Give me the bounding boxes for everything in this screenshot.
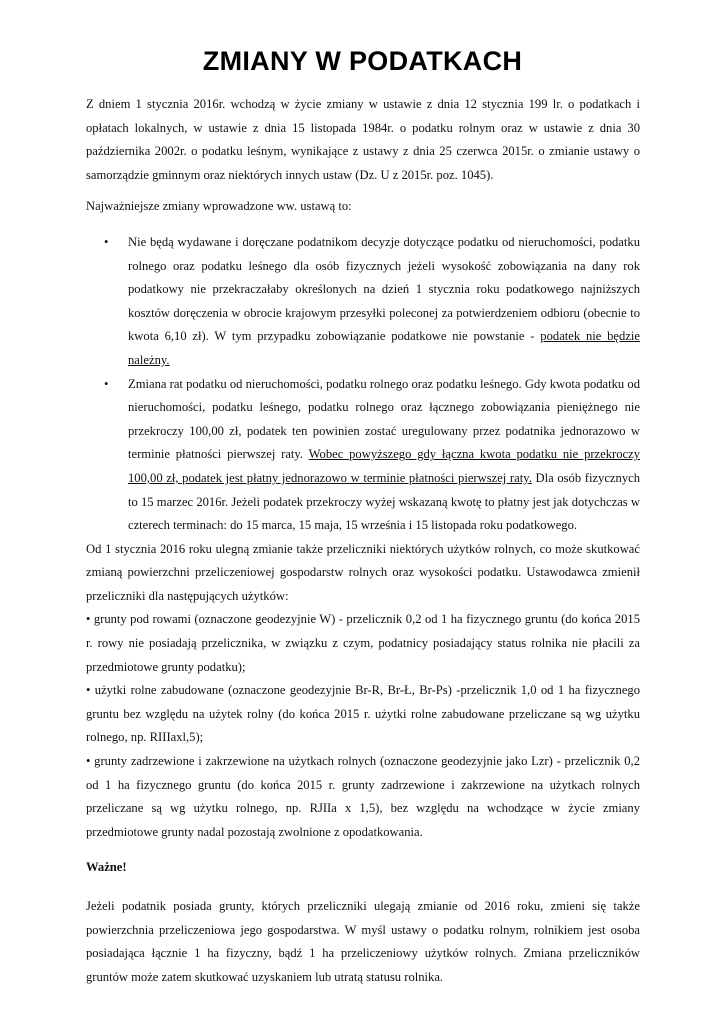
list-item-text: Nie będą wydawane i doręczane podatnikom decyzje dotyczące podatku od nieruchomości, podatku rolnego oraz podatku leśnego dla osób fizycznych jeżeli wysokość zobowiązania na dany rok podatkowy nie przekraczałaby określonych na dzień 1 stycznia roku podatkowego najniższych kosztów doręczenia w obrocie krajowym przesyłki poleconej za potwierdzeniem odbioru (obecnie to kwota 6,10 zł). W tym przypadku zobowiązanie podatkowe nie powstanie - — [128, 234, 640, 344]
list-item — [86, 373, 640, 538]
list-item — [86, 231, 640, 373]
bullet-marker: • — [104, 234, 109, 249]
conversion-item: • użytki rolne zabudowane (oznaczone geodezyjnie Br-R, Br-Ł, Br-Ps) -przelicznik 1,0 od 1 ha fizycznego gruntu bez względu na użytek rolny (do końca 2015 r. użytki rolne zabudowane przeliczane są wg użytku rolnego, np. RIIIaxl,5); — [86, 683, 640, 745]
bullet-marker: • — [104, 376, 109, 391]
document-body — [86, 93, 640, 989]
list-item-underlined: Wobec powyższego gdy łączna kwota podatku nie przekroczy 100,00 zł, podatek jest płatny jednorazowo w terminie płatności pierwszej raty. — [128, 447, 641, 485]
page-title: ZMIANY W PODATKACH — [202, 46, 523, 76]
intro-paragraph: Z dniem 1 stycznia 2016r. wchodzą w życie zmiany w ustawie z dnia 12 stycznia 199 lr. o podatkach i opłatach lokalnych, w ustawie z dnia 15 listopada 1984r. o podatku rolnym oraz w ustawie z dnia 30 października 2002r. o podatku leśnym, wynikające z ustawy z dnia 25 czerwca 2015r. o zmianie ustawy o samorządzie gminnym oraz niektórych innych ustaw (Dz. U z 2015r. poz. 1045). — [86, 97, 640, 182]
list-item-text-after: Dla osób fizycznych to 15 marzec 2016r. Jeżeli podatek przekroczy wyżej wskazaną kwotę to płatny jest jak dotychczas w czterech terminach: do 15 marca, 15 maja, 15 września i 15 listopada roku podatkowego. — [128, 470, 640, 533]
conversion-paragraph: Od 1 stycznia 2016 roku ulegną zmianie także przeliczniki niektórych użytków rolnych, co może skutkować zmianą powierzchni przeliczeniowej gospodarstw rolnych oraz wysokości podatku. Ustawodawca zmienił przeliczniki dla następujących użytków: — [86, 541, 640, 603]
conversion-item: • grunty zadrzewione i zakrzewione na użytkach rolnych (oznaczone geodezyjnie jako Lzr) - przelicznik 0,2 od 1 ha fizycznego gruntu (do końca 2015 r. grunty zadrzewione i zakrzewione na użytkach rolnych przeliczane są wg użytku rolnego, np. RJIIa x 1,5), bez względu na wchodzące w życie zmiany przedmiotowe grunty nadal pozostają zwolnione z opodatkowania. — [86, 754, 640, 839]
list-item-text: Zmiana rat podatku od nieruchomości, podatku rolnego oraz podatku leśnego. Gdy kwota podatku od nieruchomości, podatku leśnego, podatku rolnego oraz łącznego zobowiązania pieniężnego nie przekroczy 100,00 zł, podatek ten powinien zostać uregulowany przez podatnika jednorazowo w terminie płatności pierwszej raty. — [128, 376, 640, 462]
list-item-underlined: podatek nie będzie należny. — [128, 329, 640, 367]
changes-list — [86, 231, 640, 538]
important-heading: Ważne! — [86, 860, 127, 875]
conversion-item: • grunty pod rowami (oznaczone geodezyjnie W) - przelicznik 0,2 od 1 ha fizycznego gruntu (do końca 2015 r. rowy nie posiadają przelicznika, w związku z czym, podatnicy posiadający status rolnika nie płacili za przedmiotowe grunty podatku); — [86, 612, 640, 674]
lead-paragraph: Najważniejsze zmiany wprowadzone ww. ustawą to: — [86, 199, 352, 214]
closing-paragraph: Jeżeli podatnik posiada grunty, których przeliczniki ulegają zmianie od 2016 roku, zmieni się także powierzchnia przeliczeniowa jego gospodarstwa. W myśl ustawy o podatku rolnym, rolnikiem jest osoba posiadająca łącznie 1 ha fizyczny, bądź 1 ha przeliczeniowy użytków rolnych. Zmiana przeliczników gruntów może zatem skutkować uzyskaniem lub utratą statusu rolnika. — [86, 899, 640, 984]
